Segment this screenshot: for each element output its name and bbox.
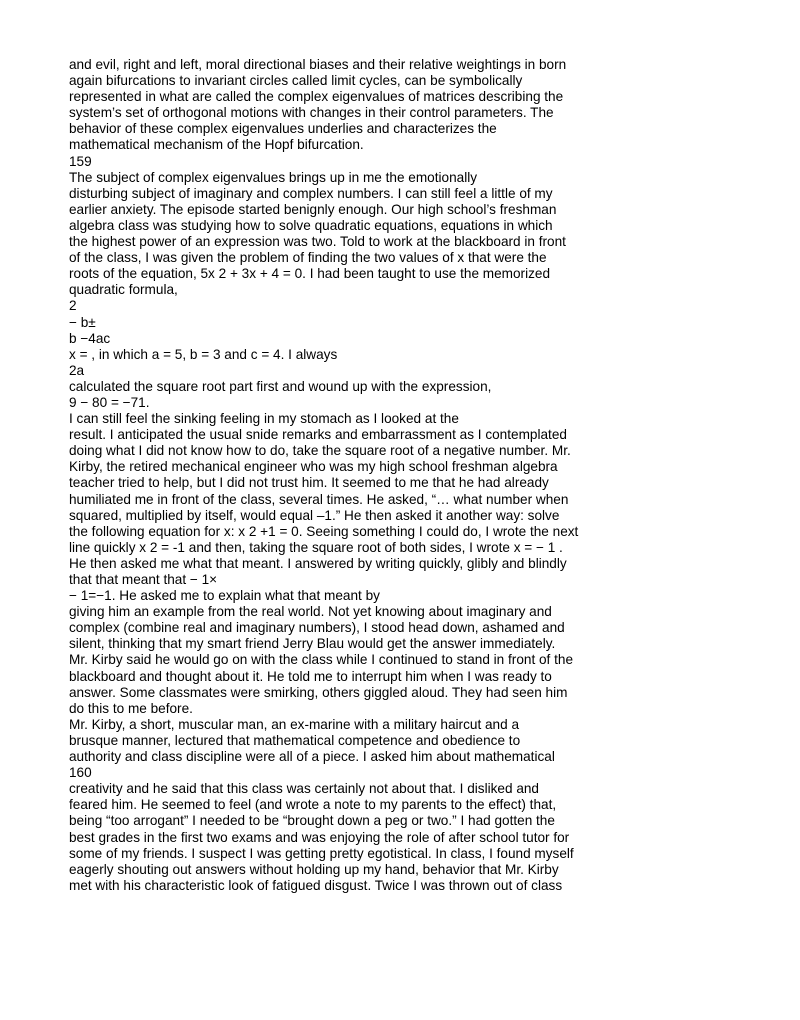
- text-line: disturbing subject of imaginary and complex numbers. I can still feel a little of my: [69, 185, 553, 201]
- text-line: eagerly shouting out answers without holding up my hand, behavior that Mr. Kirby: [69, 861, 559, 877]
- text-line: Mr. Kirby said he would go on with the class while I continued to stand in front of the: [69, 652, 574, 668]
- text-line: algebra class was studying how to solve quadratic equations, equations in which: [69, 217, 553, 233]
- text-line: result. I anticipated the usual snide remarks and embarrassment as I contemplated: [69, 427, 567, 443]
- text-line: − 1=−1. He asked me to explain what that meant by: [69, 588, 380, 604]
- text-line: line quickly x 2 = -1 and then, taking the square root of both sides, I wrote x = − 1 .: [69, 539, 563, 555]
- text-line: calculated the square root part first and wound up with the expression,: [69, 378, 492, 394]
- text-line: that that meant that − 1×: [69, 572, 218, 587]
- text-line: the following equation for x: x 2 +1 = 0. Seeing something I could do, I wrote the next: [69, 523, 579, 539]
- text-line: Kirby, the retired mechanical engineer who was my high school freshman algebra: [69, 459, 558, 475]
- text-line: behavior of these complex eigenvalues underlies and characterizes the: [69, 121, 497, 137]
- text-line: Mr. Kirby, a short, muscular man, an ex-marine with a military haircut and a: [69, 716, 520, 732]
- text-line: creativity and he said that this class was certainly not about that. I disliked and: [69, 781, 539, 797]
- text-line: again bifurcations to invariant circles called limit cycles, can be symbolically: [69, 73, 523, 89]
- text-line: blackboard and thought about it. He told me to interrupt him when I was ready to: [69, 668, 552, 684]
- text-line: silent, thinking that my smart friend Jerry Blau would get the answer immediately.: [69, 636, 556, 652]
- text-line: system’s set of orthogonal motions with changes in their control parameters. The: [69, 105, 554, 121]
- text-line: some of my friends. I suspect I was getting pretty egotistical. In class, I found myself: [69, 845, 574, 861]
- text-line: met with his characteristic look of fatigued disgust. Twice I was thrown out of class: [69, 877, 563, 893]
- text-line: of the class, I was given the problem of finding the two values of x that were the: [69, 250, 547, 266]
- formula-fragment: b −4ac: [69, 330, 111, 346]
- formula-fragment: − b±: [69, 314, 96, 330]
- text-line: answer. Some classmates were smirking, others giggled aloud. They had seen him: [69, 684, 568, 700]
- text-line: best grades in the first two exams and was enjoying the role of after school tutor for: [69, 829, 570, 845]
- page-number: 159: [69, 153, 92, 169]
- text-line: earlier anxiety. The episode started benignly enough. Our high school’s freshman: [69, 201, 557, 217]
- page-number: 160: [69, 765, 92, 781]
- text-line: humiliated me in front of the class, several times. He asked, “… what number when: [69, 491, 569, 507]
- text-line: authority and class discipline were all of a piece. I asked him about mathematical: [69, 749, 555, 765]
- text-line: The subject of complex eigenvalues brings up in me the emotionally: [69, 169, 478, 185]
- text-line: doing what I did not know how to do, take the square root of a negative number. Mr.: [69, 443, 571, 459]
- text-line: brusque manner, lectured that mathematical competence and obedience to: [69, 732, 521, 748]
- text-line: feared him. He seemed to feel (and wrote a note to my parents to the effect) that,: [69, 797, 557, 813]
- text-line: being “too arrogant” I needed to be “brought down a peg or two.” I had gotten the: [69, 813, 555, 829]
- text-line: mathematical mechanism of the Hopf bifurcation.: [69, 137, 364, 153]
- formula-fragment: 2a: [69, 362, 85, 378]
- text-line: the highest power of an expression was two. Told to work at the blackboard in front: [69, 234, 566, 250]
- text-line: roots of the equation, 5x 2 + 3x + 4 = 0. I had been taught to use the memorized: [69, 266, 551, 282]
- text-line: and evil, right and left, moral directional biases and their relative weightings in born: [69, 57, 567, 72]
- document-page: [69, 57, 789, 894]
- text-line: teacher tried to help, but I did not trust him. It seemed to me that he had already: [69, 475, 549, 491]
- formula-fragment: 2: [69, 298, 77, 314]
- text-line: complex (combine real and imaginary numbers), I stood head down, ashamed and: [69, 620, 565, 636]
- text-line: He then asked me what that meant. I answered by writing quickly, glibly and blindly: [69, 555, 567, 571]
- text-line: squared, multiplied by itself, would equal –1.” He then asked it another way: solve: [69, 507, 560, 523]
- text-line: represented in what are called the complex eigenvalues of matrices describing the: [69, 89, 564, 105]
- text-line: I can still feel the sinking feeling in my stomach as I looked at the: [69, 411, 459, 427]
- text-line: x = , in which a = 5, b = 3 and c = 4. I always: [69, 346, 338, 362]
- formula-fragment: 9 − 80 = −71.: [69, 394, 150, 410]
- text-line: quadratic formula,: [69, 282, 178, 298]
- text-line: do this to me before.: [69, 700, 193, 716]
- text-line: giving him an example from the real world. Not yet knowing about imaginary and: [69, 604, 552, 620]
